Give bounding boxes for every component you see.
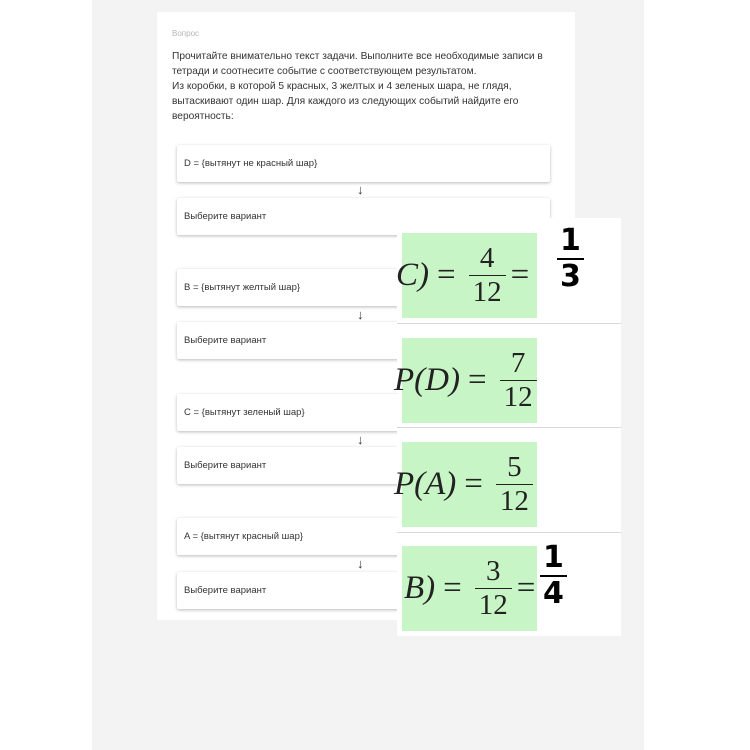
- answer-highlight: [402, 546, 537, 631]
- formula-fraction: [500, 349, 537, 412]
- fraction-denominator: 12: [475, 588, 512, 620]
- question-line: Из коробки, в которой 5 красных, 3 желтых и 4 зеленых шара, не глядя,: [172, 81, 512, 92]
- fraction-denominator: 12: [469, 275, 506, 307]
- question-line: тетради и соотнесите событие с соответствующем результатом.: [172, 66, 477, 77]
- handwritten-numerator: 1: [560, 223, 581, 258]
- answer-formula: [404, 546, 535, 631]
- question-line: вероятность:: [172, 111, 234, 122]
- question-text: [172, 49, 564, 124]
- answer-highlight: [394, 338, 537, 423]
- event-b-text: B = {вытянут желтый шар}: [184, 282, 301, 293]
- formula-trailing-equals: =: [516, 570, 536, 606]
- formula-lhs: C): [396, 257, 429, 293]
- formula-fraction: [496, 453, 533, 516]
- formula-fraction: [475, 557, 512, 620]
- answer-formula: [394, 338, 542, 423]
- formula-trailing-equals: =: [510, 257, 530, 293]
- formula-equals: =: [464, 466, 483, 502]
- event-d-text: D = {вытянут не красный шар}: [184, 158, 318, 169]
- event-c-text: C = {вытянут зеленый шар}: [184, 407, 305, 418]
- fraction-denominator: 12: [500, 380, 537, 412]
- arrow-down-icon: ↓: [357, 182, 364, 197]
- answer-option-b[interactable]: [397, 533, 621, 636]
- answer-formula: [396, 233, 529, 318]
- event-a-text: A = {вытянут красный шар}: [184, 531, 304, 542]
- arrow-down-icon: ↓: [357, 556, 364, 571]
- handwritten-denominator: 3: [557, 258, 584, 292]
- formula-equals: =: [467, 362, 487, 398]
- fraction-numerator: 5: [507, 451, 522, 483]
- formula-lhs: B): [404, 570, 436, 606]
- handwritten-fraction: [540, 540, 567, 611]
- answer-overlay-panel: [394, 218, 621, 636]
- answer-option-d[interactable]: [394, 324, 621, 428]
- formula-equals: =: [443, 570, 462, 606]
- answer-option-c[interactable]: [397, 218, 621, 324]
- formula-equals: =: [437, 257, 456, 293]
- question-label: Вопрос: [172, 29, 200, 38]
- answer-formula: [394, 442, 538, 527]
- fraction-numerator: 7: [510, 347, 526, 379]
- select-d-placeholder: Выберите вариант: [184, 211, 267, 222]
- answer-highlight: [394, 442, 537, 527]
- answer-highlight: [396, 233, 537, 318]
- fraction-numerator: 4: [479, 242, 495, 274]
- select-b-placeholder: Выберите вариант: [184, 335, 267, 346]
- arrow-down-icon: ↓: [357, 432, 364, 447]
- fraction-numerator: 3: [486, 555, 501, 587]
- handwritten-numerator: 1: [543, 540, 564, 575]
- fraction-denominator: 12: [496, 484, 533, 516]
- answer-option-a[interactable]: [394, 428, 621, 533]
- arrow-down-icon: ↓: [357, 307, 364, 322]
- question-line: вытаскивают один шар. Для каждого из следующих событий найдите его: [172, 96, 519, 107]
- question-line: Прочитайте внимательно текст задачи. Выполните все необходимые записи в: [172, 51, 543, 62]
- handwritten-denominator: 4: [540, 575, 567, 609]
- formula-lhs: P(D): [394, 362, 460, 398]
- formula-lhs: P(A): [394, 466, 457, 502]
- select-a-placeholder: Выберите вариант: [184, 585, 267, 596]
- event-d-box: [177, 145, 550, 182]
- formula-fraction: [469, 244, 506, 307]
- select-c-placeholder: Выберите вариант: [184, 460, 267, 471]
- handwritten-fraction: [557, 223, 584, 294]
